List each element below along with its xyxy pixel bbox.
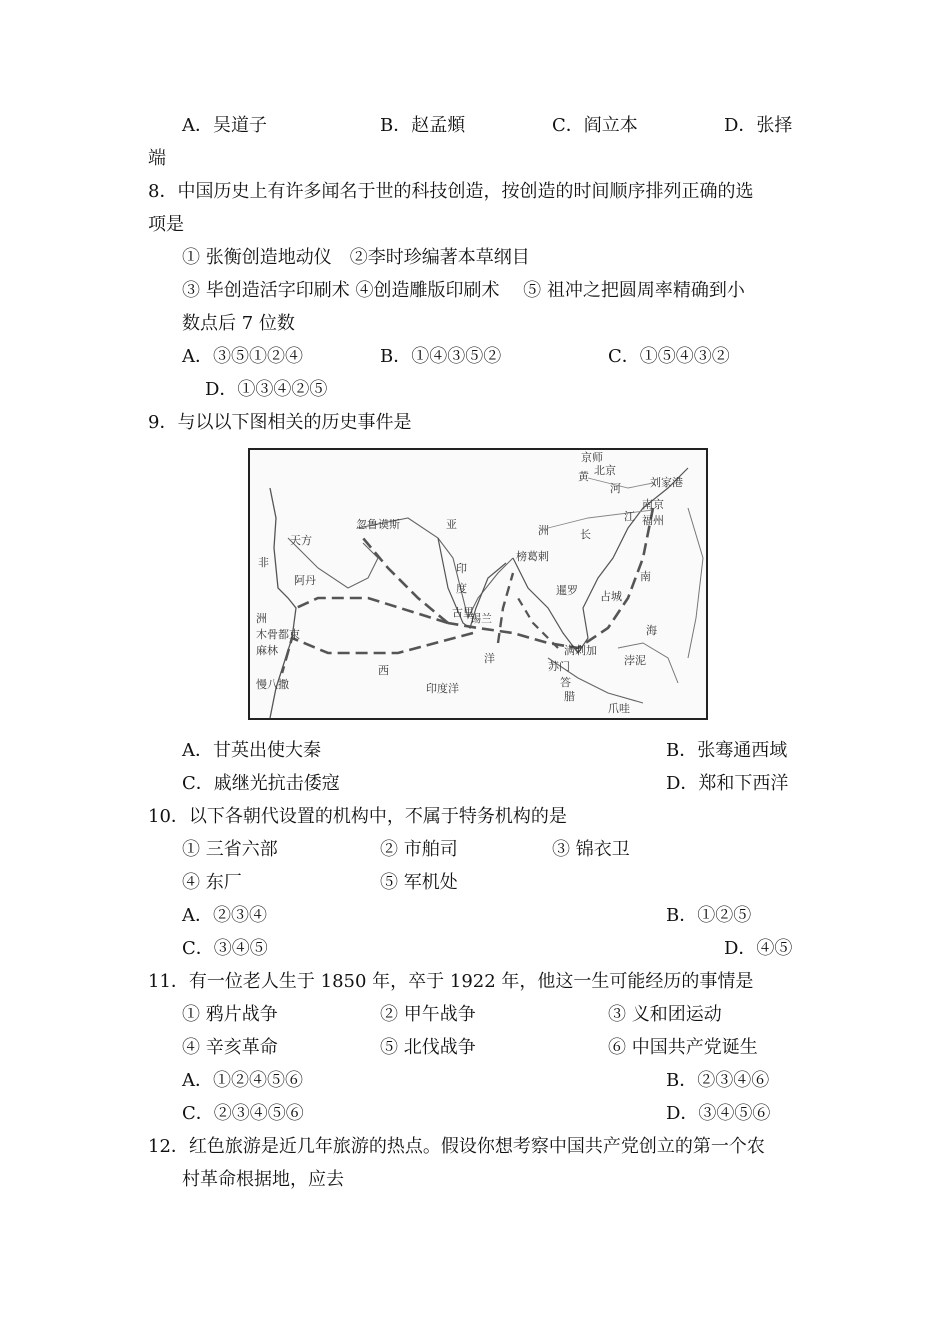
q11-option-b: B．②③④⑥: [666, 1070, 770, 1091]
map-label-yin: 印: [456, 562, 467, 575]
map-label-da: 答: [560, 676, 571, 689]
q11-stem: 11．有一位老人生于 1850 年，卒于 1922 年，他这一生可能经历的事情是: [148, 971, 754, 992]
q7-option-b: B．赵孟頫: [380, 115, 466, 136]
q8-items-line1: ① 张衡创造地动仪 ②李时珍编著本草纲目: [182, 247, 530, 268]
map-label-mogadishu: 木骨都束: [256, 628, 300, 641]
map-label-boni: 浡泥: [624, 654, 646, 667]
map-label-hormuz: 忽鲁谟斯: [356, 518, 400, 531]
q7-option-d-wrap: 端: [148, 148, 166, 169]
map-label-indian-ocean: 印度洋: [426, 682, 459, 695]
map-label-beijing: 北京: [594, 464, 616, 477]
map-label-zhou-asia: 洲: [538, 524, 549, 537]
map-label-tianfang: 天方: [290, 534, 312, 547]
q11-option-d: D．③④⑤⑥: [666, 1103, 771, 1124]
map-label-zhancheng: 占城: [600, 590, 622, 603]
map-label-fuzhou: 福州: [642, 514, 664, 527]
map-label-xianluo: 暹罗: [556, 584, 578, 597]
map-label-hai: 海: [646, 624, 657, 637]
map-label-nanjing: 南京: [642, 498, 664, 511]
map-label-chang: 长: [580, 528, 591, 541]
q8-stem-line2: 项是: [148, 214, 184, 235]
q11-item-5: ⑤ 北伐战争: [380, 1037, 476, 1058]
q10-stem: 10．以下各朝代设置的机构中，不属于特务机构的是: [148, 806, 567, 827]
q10-option-a: A．②③④: [182, 905, 267, 926]
q11-item-1: ① 鸦片战争: [182, 1004, 278, 1025]
map-label-he: 河: [610, 482, 621, 495]
q12-stem-line2: 村革命根据地，应去: [182, 1169, 344, 1190]
q8-items-line3: 数点后 7 位数: [182, 313, 295, 334]
map-label-zhaowa: 爪哇: [608, 702, 630, 715]
q9-stem: 9．与以以下图相关的历史事件是: [148, 412, 412, 433]
q9-option-a: A．甘英出使大秦: [182, 740, 321, 761]
q10-item-2: ② 市舶司: [380, 839, 458, 860]
q8-option-a: A．③⑤①②④: [182, 346, 303, 367]
map-label-huang: 黄: [578, 470, 589, 483]
map-label-sumen: 苏门: [548, 660, 570, 673]
q8-option-d: D．①③④②⑤: [205, 379, 328, 400]
map-label-la: 腊: [564, 690, 575, 703]
q7-option-a: A．吴道子: [182, 115, 267, 136]
q10-option-c: C．③④⑤: [182, 938, 268, 959]
q8-items-line2: ③ 毕创造活字印刷术 ④创造雕版印刷术 ⑤ 祖冲之把圆周率精确到小: [182, 280, 745, 301]
q7-option-d: D．张择: [724, 115, 793, 136]
q7-option-c: C．阎立本: [552, 115, 638, 136]
map-label-adan: 阿丹: [294, 574, 316, 587]
q10-item-5: ⑤ 军机处: [380, 872, 458, 893]
map-label-nan: 南: [640, 570, 651, 583]
q10-item-1: ① 三省六部: [182, 839, 278, 860]
voyage-map: [248, 448, 708, 720]
q10-option-d: D．④⑤: [724, 938, 793, 959]
q11-item-4: ④ 辛亥革命: [182, 1037, 278, 1058]
map-label-banggela: 榜葛剌: [516, 550, 549, 563]
map-label-mombasa: 慢八撒: [256, 678, 289, 691]
map-label-jingshi: 京师: [581, 451, 603, 464]
q10-item-4: ④ 东厂: [182, 872, 242, 893]
map-label-xi: 西: [378, 664, 389, 677]
q9-option-c: C．戚继光抗击倭寇: [182, 773, 340, 794]
q12-stem-line1: 12．红色旅游是近几年旅游的热点。假设你想考察中国共产党创立的第一个农: [148, 1136, 765, 1157]
map-label-fei: 非: [258, 556, 269, 569]
map-label-jiang: 江: [624, 510, 635, 523]
map-label-guli: 古里: [452, 606, 474, 619]
q11-item-2: ② 甲午战争: [380, 1004, 476, 1025]
q10-item-3: ③ 锦衣卫: [552, 839, 630, 860]
q9-option-b: B．张骞通西域: [666, 740, 788, 761]
map-label-xilan: 锡兰: [470, 612, 492, 625]
map-label-yang: 洋: [484, 652, 495, 665]
map-label-manlajia: 满剌加: [564, 644, 597, 657]
q11-option-c: C．②③④⑤⑥: [182, 1103, 304, 1124]
q10-option-b: B．①②⑤: [666, 905, 752, 926]
q11-item-3: ③ 义和团运动: [608, 1004, 722, 1025]
map-label-ya: 亚: [446, 518, 457, 531]
map-label-zhou-africa: 洲: [256, 612, 267, 625]
q9-option-d: D．郑和下西洋: [666, 773, 789, 794]
q8-option-b: B．①④③⑤②: [380, 346, 502, 367]
q11-item-6: ⑥ 中国共产党诞生: [608, 1037, 758, 1058]
map-label-du: 度: [456, 582, 467, 595]
map-label-liujiagang: 刘家港: [650, 476, 683, 489]
map-label-malin: 麻林: [256, 644, 278, 657]
q8-option-c: C．①⑤④③②: [608, 346, 730, 367]
q11-option-a: A．①②④⑤⑥: [182, 1070, 303, 1091]
q8-stem-line1: 8．中国历史上有许多闻名于世的科技创造，按创造的时间顺序排列正确的选: [148, 181, 754, 202]
